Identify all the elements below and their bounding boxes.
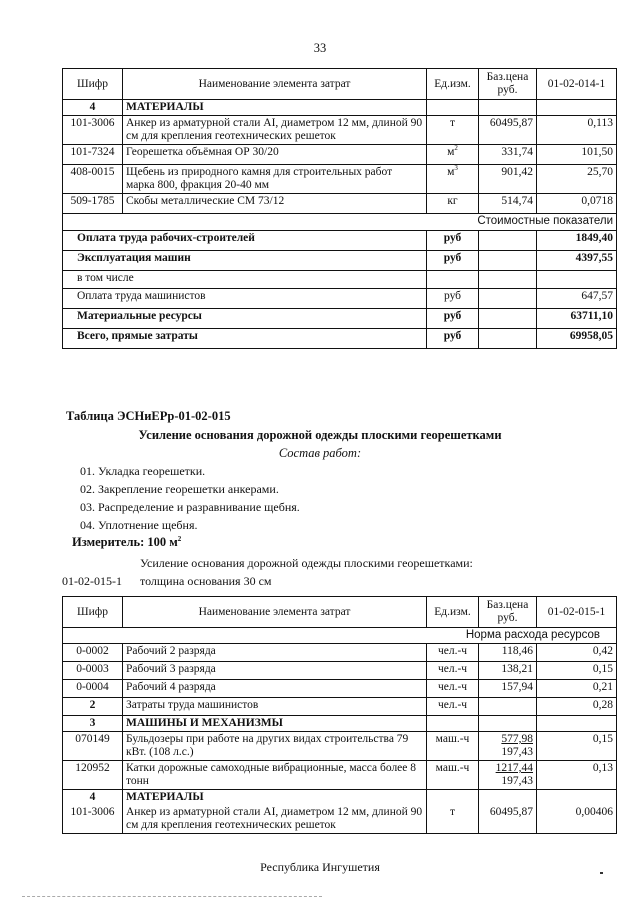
- meter-label: Измеритель: 100 $м^2$: [72, 534, 182, 549]
- row-name: Скобы металлические СМ 73/12: [123, 194, 427, 214]
- row-qty: 0,113: [537, 116, 617, 145]
- header-code: Шифр: [63, 597, 123, 628]
- work-item: 04. Уплотнение щебня.: [80, 518, 198, 532]
- row-name: Затраты труда машинистов: [123, 698, 427, 716]
- total-row: [63, 271, 617, 289]
- row-price: 60495,87: [479, 805, 537, 834]
- row-unit: $м^2$: [427, 145, 479, 165]
- header-unit: Ед.изм.: [427, 69, 479, 100]
- table-row: [63, 761, 617, 790]
- header-norm: 01-02-014-1: [537, 69, 617, 100]
- row-unit: т: [427, 116, 479, 145]
- row-qty: 0,0718: [537, 194, 617, 214]
- total-value: 4397,55: [537, 251, 617, 271]
- total-label: Материальные ресурсы: [63, 309, 427, 329]
- header-base-price: Баз.цена руб.: [479, 69, 537, 100]
- total-label: Оплата труда машинистов: [63, 289, 427, 309]
- row-price: 60495,87: [479, 116, 537, 145]
- row-price: 331,74: [479, 145, 537, 165]
- cost-caption-row: [63, 214, 617, 231]
- row-price: 118,46: [479, 644, 537, 662]
- row-price: 138,21: [479, 662, 537, 680]
- row-code: 0-0004: [63, 680, 123, 698]
- row-qty: 0,42: [537, 644, 617, 662]
- row-code: 509-1785: [63, 194, 123, 214]
- row-qty: 0,21: [537, 680, 617, 698]
- row-unit: маш.-ч: [427, 761, 479, 790]
- row-unit: маш.-ч: [427, 732, 479, 761]
- row-code: 070149: [63, 732, 123, 761]
- description-line: Усиление основания дорожной одежды плоскими георешетками:: [140, 556, 473, 570]
- scan-speck: [600, 872, 603, 874]
- header-base-price: Баз.цена руб.: [479, 597, 537, 628]
- row-name: Рабочий 2 разряда: [123, 644, 427, 662]
- row-price: 901,42: [479, 165, 537, 194]
- works-title: Состав работ:: [278, 446, 362, 460]
- row-code: 120952: [63, 761, 123, 790]
- row-qty: 0,15: [537, 732, 617, 761]
- section-title: МАШИНЫ И МЕХАНИЗМЫ: [123, 716, 427, 732]
- total-label: Эксплуатация машин: [63, 251, 427, 271]
- description-line: толщина основания 30 см: [140, 574, 272, 588]
- row-name: Анкер из арматурной стали AI, диаметром 12 мм, длиной 90 см для крепления геотехнических решеток: [123, 805, 427, 834]
- section-row: [63, 716, 617, 732]
- row-code: 2: [63, 698, 123, 716]
- row-price: 577,98 197,43: [479, 732, 537, 761]
- footer-region: Республика Ингушетия: [260, 860, 380, 874]
- header-norm: 01-02-015-1: [537, 597, 617, 628]
- table-row: [63, 698, 617, 716]
- row-name: Бульдозеры при работе на других видах строительства 79 кВт. (108 л.с.): [123, 732, 427, 761]
- row-qty: 25,70: [537, 165, 617, 194]
- table-header: [63, 597, 617, 628]
- row-qty: 0,15: [537, 662, 617, 680]
- total-label: в том числе: [63, 271, 427, 289]
- section-row: [63, 100, 617, 116]
- row-unit: чел.-ч: [427, 698, 479, 716]
- table-header: [63, 69, 617, 100]
- section-code: 3: [63, 716, 123, 732]
- section-code: 4: [63, 100, 123, 116]
- scan-edge-line: [22, 896, 322, 897]
- row-name: Анкер из арматурной стали AI, диаметром 12 мм, длиной 90 см для крепления геотехнических решеток: [123, 116, 427, 145]
- norm-caption-row: [63, 628, 617, 644]
- header-code: Шифр: [63, 69, 123, 100]
- total-row: [63, 251, 617, 271]
- total-label: Всего, прямые затраты: [63, 329, 427, 349]
- table-title: Таблица ЭСНиЕРр-01-02-015: [66, 409, 231, 423]
- total-row: [63, 309, 617, 329]
- row-price: 157,94: [479, 680, 537, 698]
- row-code: 0-0002: [63, 644, 123, 662]
- section-title: МАТЕРИАЛЫ: [123, 100, 427, 116]
- row-price: 514,74: [479, 194, 537, 214]
- table-01-02-015: [62, 596, 617, 834]
- header-unit: Ед.изм.: [427, 597, 479, 628]
- section-code: 4: [63, 790, 123, 806]
- total-value: 63711,10: [537, 309, 617, 329]
- total-row: [63, 289, 617, 309]
- row-name: Рабочий 4 разряда: [123, 680, 427, 698]
- total-value: 647,57: [537, 289, 617, 309]
- total-unit: руб: [427, 329, 479, 349]
- table-row: [63, 145, 617, 165]
- total-label: Оплата труда рабочих-строителей: [63, 231, 427, 251]
- row-qty: 101,50: [537, 145, 617, 165]
- table-row: [63, 680, 617, 698]
- page-number: 33: [313, 41, 327, 55]
- norm-caption: Норма расхода ресурсов: [123, 628, 617, 644]
- row-price: 1217,44 197,43: [479, 761, 537, 790]
- section-row: [63, 790, 617, 806]
- total-unit: руб: [427, 309, 479, 329]
- row-unit: $м^3$: [427, 165, 479, 194]
- row-unit: кг: [427, 194, 479, 214]
- table-row: [63, 194, 617, 214]
- total-row: [63, 329, 617, 349]
- row-unit: чел.-ч: [427, 680, 479, 698]
- table-row: [63, 644, 617, 662]
- work-item: 03. Распределение и разравнивание щебня.: [80, 500, 300, 514]
- row-name: Щебень из природного камня для строительных работ марка 800, фракция 20-40 мм: [123, 165, 427, 194]
- row-qty: 0,13: [537, 761, 617, 790]
- total-row: [63, 231, 617, 251]
- row-code: 408-0015: [63, 165, 123, 194]
- row-qty: 0,28: [537, 698, 617, 716]
- row-code: 0-0003: [63, 662, 123, 680]
- total-unit: руб: [427, 231, 479, 251]
- total-value: 69958,05: [537, 329, 617, 349]
- row-code: 101-3006: [63, 805, 123, 834]
- section-title: МАТЕРИАЛЫ: [123, 790, 427, 806]
- row-name: Катки дорожные самоходные вибрационные, масса более 8 тонн: [123, 761, 427, 790]
- row-name: Георешетка объёмная ОР 30/20: [123, 145, 427, 165]
- table-subtitle: Усиление основания дорожной одежды плоскими георешетками: [138, 428, 502, 442]
- row-name: Рабочий 3 разряда: [123, 662, 427, 680]
- row-code: 101-3006: [63, 116, 123, 145]
- row-unit: чел.-ч: [427, 644, 479, 662]
- row-code: 101-7324: [63, 145, 123, 165]
- work-item: 01. Укладка георешетки.: [80, 464, 206, 478]
- row-qty: 0,00406: [537, 805, 617, 834]
- total-unit: руб: [427, 289, 479, 309]
- row-unit: т: [427, 805, 479, 834]
- header-name: Наименование элемента затрат: [123, 597, 427, 628]
- cost-caption: Стоимостные показатели: [63, 214, 617, 231]
- total-unit: руб: [427, 251, 479, 271]
- table-row: [63, 805, 617, 834]
- total-value: 1849,40: [537, 231, 617, 251]
- row-unit: чел.-ч: [427, 662, 479, 680]
- description-code: 01-02-015-1: [62, 574, 122, 588]
- table-row: [63, 116, 617, 145]
- work-item: 02. Закрепление георешетки анкерами.: [80, 482, 279, 496]
- table-row: [63, 662, 617, 680]
- table-row: [63, 732, 617, 761]
- table-01-02-014: [62, 68, 617, 349]
- table-row: [63, 165, 617, 194]
- header-name: Наименование элемента затрат: [123, 69, 427, 100]
